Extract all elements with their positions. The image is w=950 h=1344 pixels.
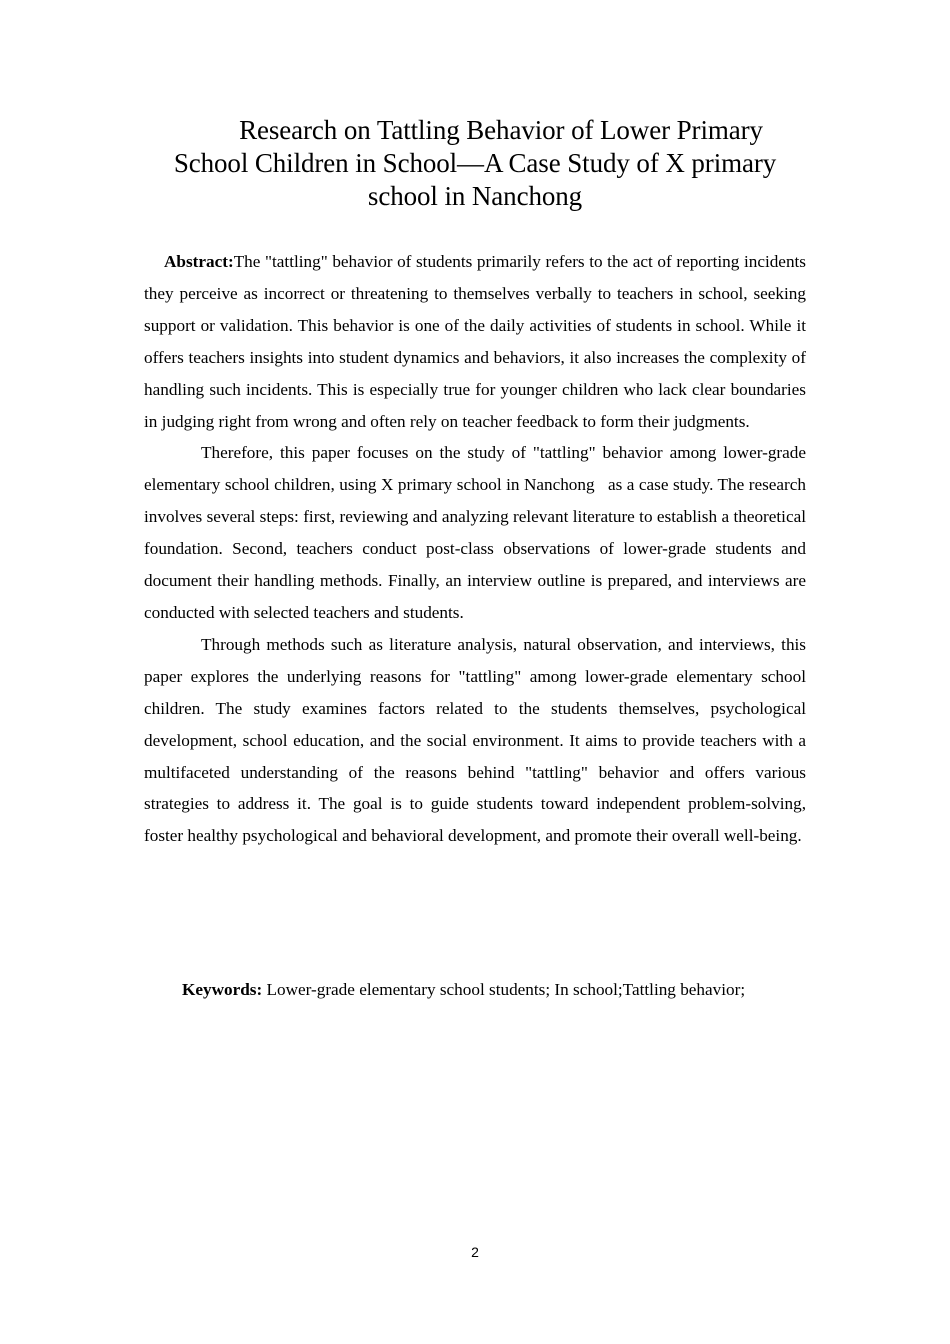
abstract-label: Abstract: xyxy=(164,252,234,271)
keywords-label: Keywords: xyxy=(182,980,263,999)
abstract-paragraph-1 xyxy=(144,246,806,437)
document-title xyxy=(140,114,810,213)
keywords-section xyxy=(144,973,806,1006)
page-number: 2 xyxy=(471,1244,479,1260)
keywords-text: Lower-grade elementary school students; In school;Tattling behavior; xyxy=(262,980,746,999)
title-line-1: Research on Tattling Behavior of Lower Primary xyxy=(239,115,763,145)
abstract-paragraph-1-text: The "tattling" behavior of students primarily refers to the act of reporting incidents they perceive as incorrect or threatening to themselves verbally to teachers in school, seeking support or validation. This behavior is one of the daily activities of students in school. While it offers teachers insights into student dynamics and behaviors, it also increases the complexity of handling such incidents. This is especially true for younger children who lack clear boundaries in judging right from wrong and often rely on teacher feedback to form their judgments. xyxy=(144,252,806,431)
abstract-paragraph-2: Therefore, this paper focuses on the study of "tattling" behavior among lower-grade elementary school children, using X primary school in Nanchong as a case study. The research involves several steps: first, reviewing and analyzing relevant literature to establish a theoretical foundation. Second, teachers conduct post-class observations of lower-grade students and document their handling methods. Finally, an interview outline is prepared, and interviews are conducted with selected teachers and students. xyxy=(144,443,806,622)
title-line-2: School Children in School—A Case Study of X primary xyxy=(173,148,777,178)
title-line-3: school in Nanchong xyxy=(367,181,583,211)
abstract-paragraph-3: Through methods such as literature analysis, natural observation, and interviews, this paper explores the underlying reasons for "tattling" among lower-grade elementary school children. The study examines factors related to the students themselves, psychological development, school education, and the social environment. It aims to provide teachers with a multifaceted understanding of the reasons behind "tattling" behavior and offers various strategies to address it. The goal is to guide students toward independent problem-solving, foster healthy psychological and behavioral development, and promote their overall well-being. xyxy=(144,634,806,846)
abstract-section xyxy=(144,246,806,852)
